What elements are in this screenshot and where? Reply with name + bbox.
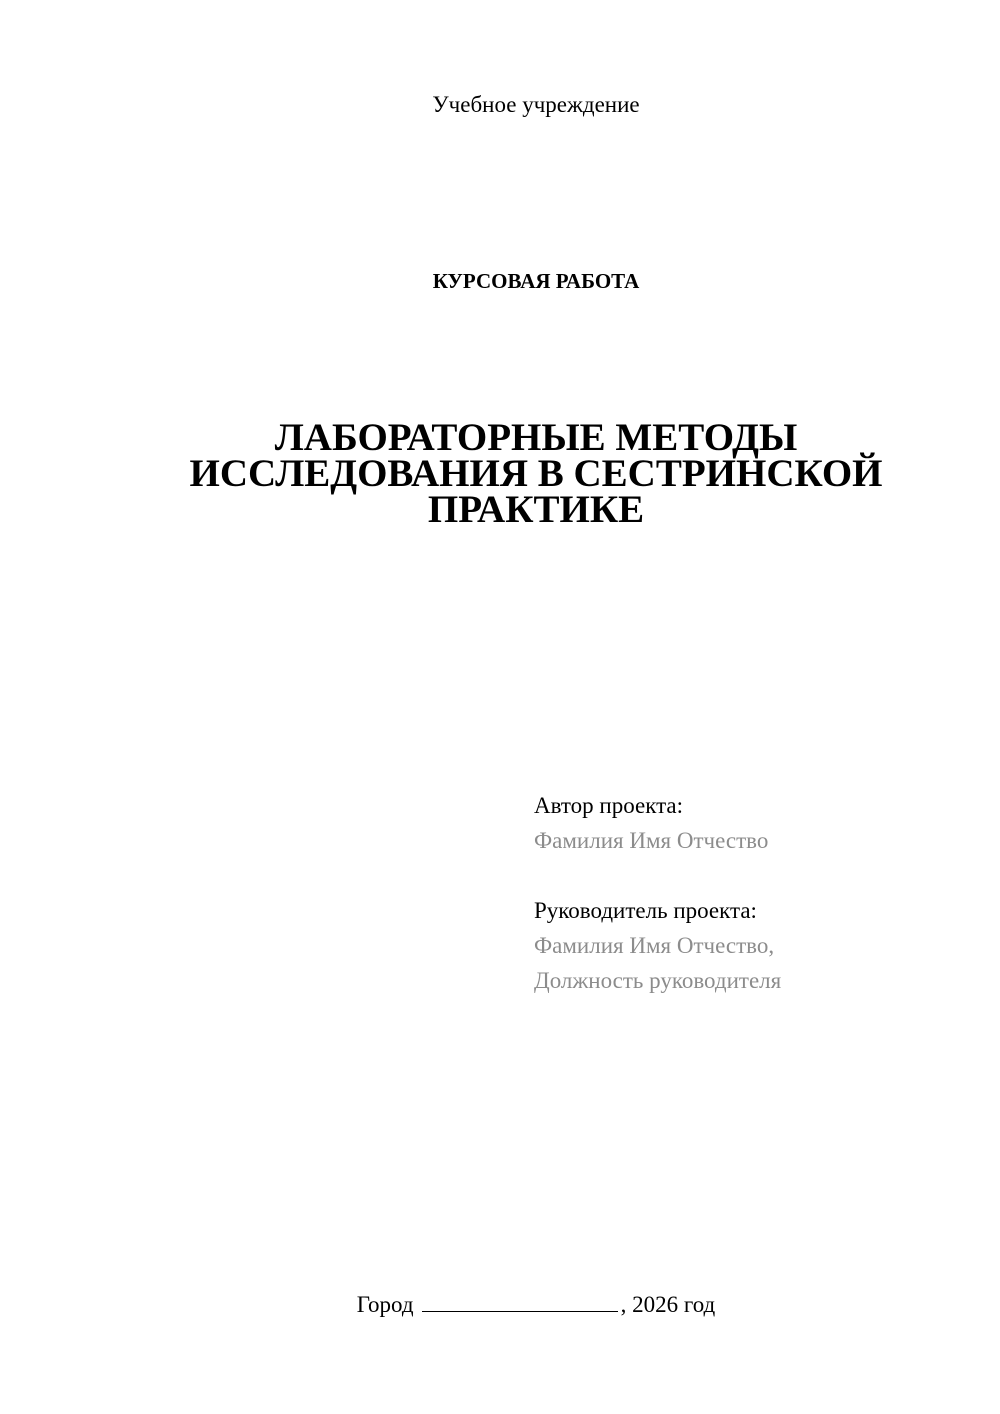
city-year-line [0, 1291, 1000, 1319]
supervisor-position: Должность руководителя [534, 968, 782, 993]
document-type: КУРСОВАЯ РАБОТА [432, 269, 640, 293]
credits-block [534, 788, 954, 998]
institution-name: Учебное учреждение [432, 92, 640, 117]
title-line: ПРАКТИКЕ [427, 488, 645, 531]
year-text: , 2026 год [620, 1292, 716, 1317]
city-blank-line [422, 1291, 618, 1312]
supervisor-name: Фамилия Имя Отчество, [534, 933, 775, 958]
credits-spacer [534, 858, 954, 893]
title-line: ЛАБОРАТОРНЫЕ МЕТОДЫ [274, 416, 798, 459]
supervisor-label: Руководитель проекта: [534, 898, 757, 923]
author-label: Автор проекта: [534, 793, 683, 818]
document-title [0, 416, 1000, 531]
city-label: Город [356, 1292, 414, 1317]
author-name: Фамилия Имя Отчество [534, 828, 769, 853]
title-line: ИССЛЕДОВАНИЯ В СЕСТРИНСКОЙ [189, 452, 883, 495]
